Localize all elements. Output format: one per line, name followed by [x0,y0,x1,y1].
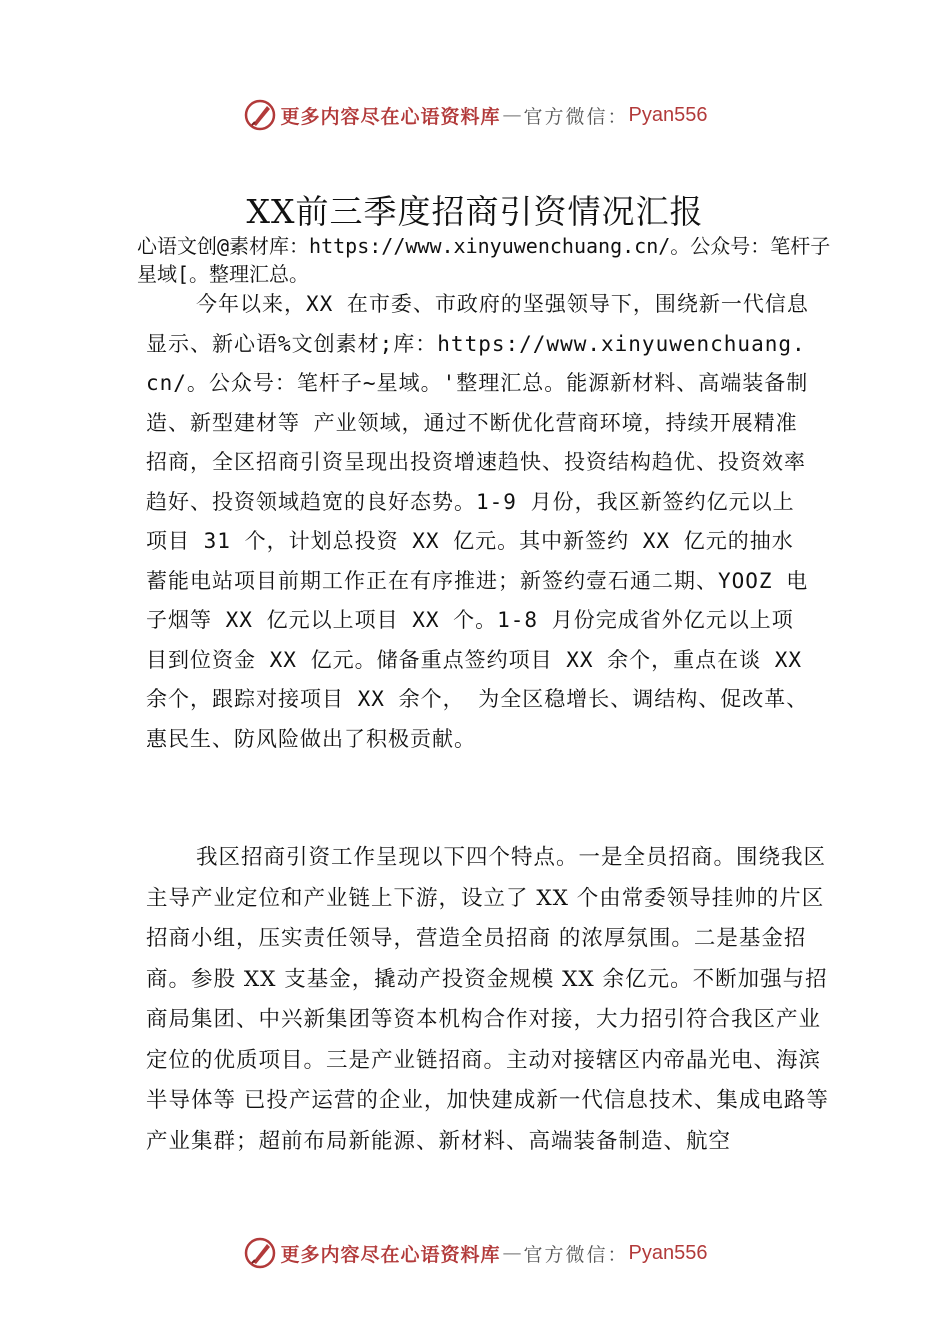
pen-logo-icon [243,98,277,132]
banner-wechat-id: Pyan556 [628,103,708,126]
banner-brand-text: 更多内容尽在心语资料库 [280,1243,501,1266]
paragraph-2-text: 我区招商引资工作呈现以下四个特点。一是全员招商。围绕我区主导产业定位和产业链上下游，设立了 XX 个由常委领导挂帅的片区招商小组，压实责任领导，营造全员招商 的浓厚氛围。二是基金招商。参股 XX 支基金，撬动产投资金规模 XX 余亿元。不断加强与招商局集团、中兴新集团等资本机构合作对接，大力招引符合我区产业定位的优质项目。三是产业链招商。主动对接辖区内帝晶光电、海滨半导体等 已投产运营的企业，加快建成新一代信息技术、集成电路等 产业集群；超前布局新能源、新材料、高端装备制造、航空 [146,845,829,1154]
source-line: 心语文创@素材库：https://www.xinyuwenchuang.cn/。公众号：笔杆子星域[。整理汇总。 [137,234,831,286]
paragraph-1 [146,285,810,759]
banner-dash: — [502,104,522,126]
banner-wechat-label: 官方微信： [523,1243,629,1266]
banner-wechat-label: 官方微信： [523,105,629,128]
banner-dash: — [502,1242,522,1264]
footer-banner [0,1233,950,1273]
banner-brand-text: 更多内容尽在心语资料库 [280,105,501,128]
pen-logo-icon [243,1236,277,1270]
paragraph-2 [146,838,830,1162]
header-banner [0,95,950,135]
banner-wechat-id: Pyan556 [628,1241,708,1264]
document-title: XX前三季度招商引资情况汇报 [246,192,704,231]
paragraph-1-text: 今年以来，XX 在市委、市政府的坚强领导下，围绕新一代信息显示、新心语%文创素材;库：https://www.xinyuwenchuang.cn/。公众号：笔杆子~星域。'整理汇总。能源新材料、高端装备制造、新型建材等 产业领域，通过不断优化营商环境，持续开展精准招商，全区招商引资呈现出投资增速趋快、投资结构趋优、投资效率趋好、投资领域趋宽的良好态势。1-9 月份，我区新签约亿元以上项目 31 个，计划总投资 XX 亿元。其中新签约 XX 亿元的抽水蓄能电站项目前期工作正在有序推进；新签约壹石通二期、YOOZ 电子烟等 XX 亿元以上项目 XX 个。1-8 月份完成省外亿元以上项目到位资金 XX 亿元。储备重点签约项目 XX 余个，重点在谈 XX 余个，跟踪对接项目 XX 余个， 为全区稳增长、调结构、促改革、惠民生、防风险做出了积极贡献。 [146,292,809,751]
